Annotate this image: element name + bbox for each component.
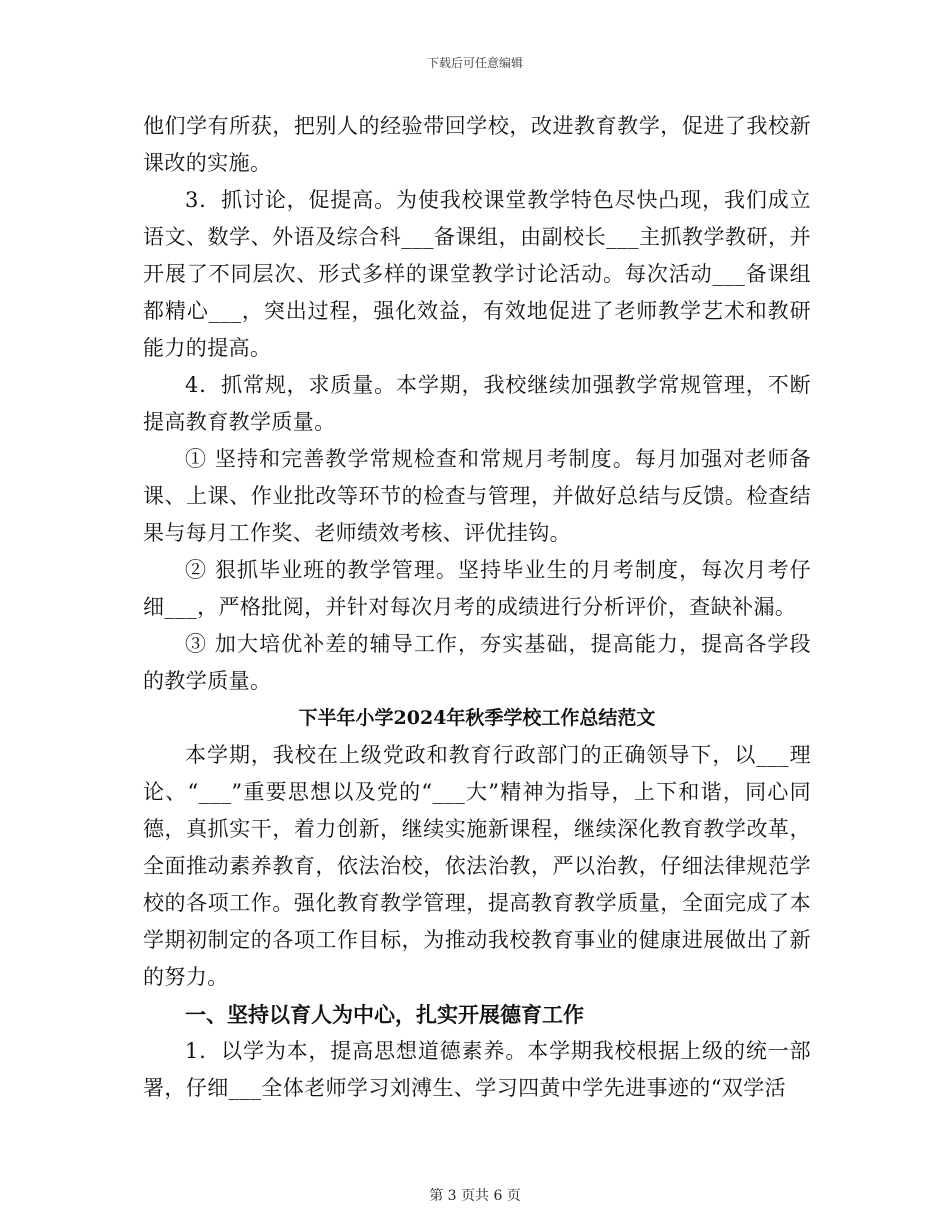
paragraph-continued: 他们学有所获，把别人的经验带回学校，改进教育教学，促进了我校新课改的实施。 (143, 114, 811, 175)
paragraph-item-4: 4．抓常规，求质量。本学期，我校继续加强教学常规管理，不断提高教育教学质量。 (143, 373, 811, 434)
document-title: 下半年小学2024年秋季学校工作总结范文 (298, 707, 656, 729)
paragraph-subitem-2: ② 狠抓毕业班的教学管理。坚持毕业生的月考制度，每次月考仔细___，严格批阅，并针对每次月考的成绩进行分析评价，查缺补漏。 (143, 558, 811, 619)
paragraph-subitem-1: ① 坚持和完善教学常规检查和常规月考制度。每月加强对老师备课、上课、作业批改等环节的检查与管理，并做好总结与反馈。检查结果与每月工作奖、老师绩效考核、评优挂钩。 (143, 447, 811, 545)
paragraph-subitem-3: ③ 加大培优补差的辅导工作，夯实基础，提高能力，提高各学段的教学质量。 (143, 632, 811, 693)
paragraph-item-3: 3．抓讨论，促提高。为使我校课堂教学特色尽快凸现，我们成立语文、数学、外语及综合科___备课组，由副校长___主抓教学教研，并开展了不同层次、形式多样的课堂教学讨论活动。每次活动___备课组都精心___，突出过程，强化效益，有效地促进了老师教学艺术和教研能力的提高。 (143, 188, 811, 360)
page-footer: 第 3 页共 6 页 (429, 1188, 521, 1204)
document-body (143, 108, 811, 1107)
paragraph-section1-item1: 1．以学为本，提高思想道德素养。本学期我校根据上级的统一部署，仔细___全体老师学习刘溥生、学习四黄中学先进事迹的“双学活 (143, 1039, 811, 1100)
section-heading-1: 一、坚持以育人为中心，扎实开展德育工作 (185, 1002, 584, 1027)
paragraph-intro: 本学期，我校在上级党政和教育行政部门的正确领导下，以___理论、“___”重要思想以及党的“___大”精神为指导，上下和谐，同心同德，真抓实干，着力创新，继续实施新课程，继续深化教育教学改革，全面推动素养教育，依法治校，依法治教，严以治教，仔细法律规范学校的各项工作。强化教育教学管理，提高教育教学质量，全面完成了本学期初制定的各项工作目标，为推动我校教育事业的健康进展做出了新的努力。 (143, 743, 811, 989)
page-header: 下载后可任意编辑 (426, 56, 523, 70)
